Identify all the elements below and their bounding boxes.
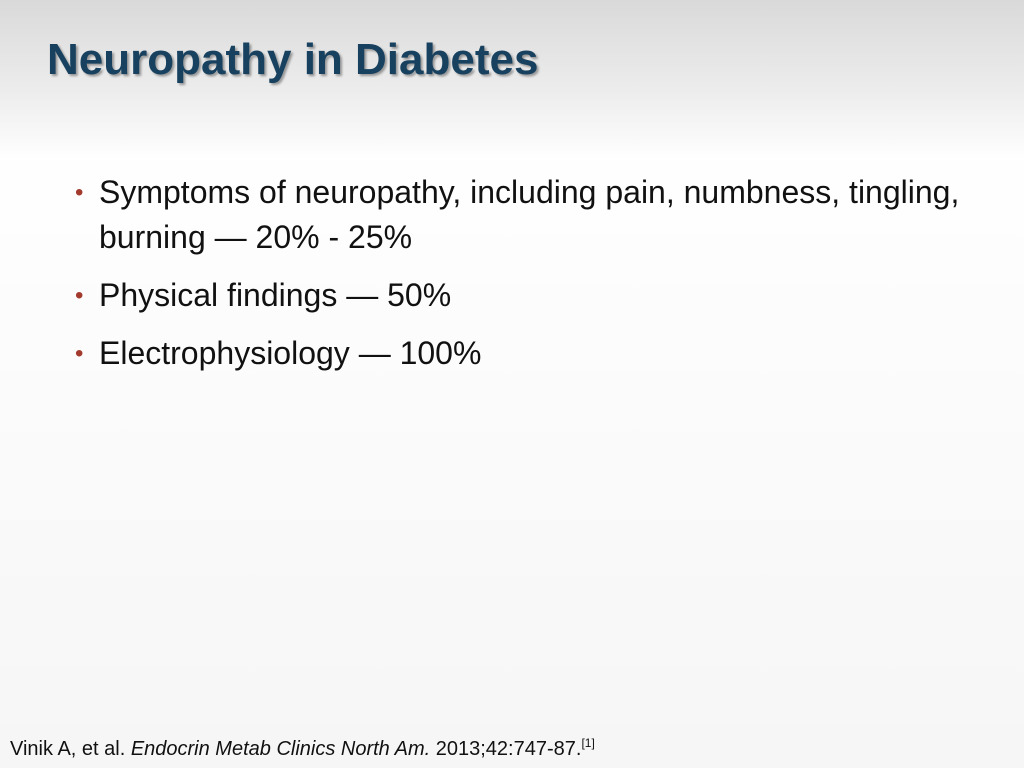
citation-journal: Endocrin Metab Clinics North Am. (130, 738, 431, 760)
citation-details: 2013;42:747-87. (430, 738, 582, 760)
slide-title: Neuropathy in Diabetes (47, 35, 539, 84)
bullet-item (75, 273, 975, 318)
bullet-text: Electrophysiology — 100% (99, 335, 482, 371)
citation-reference: [1] (581, 736, 595, 750)
bullet-text: Physical findings — 50% (99, 277, 452, 313)
bullet-dot-icon: • (75, 282, 84, 309)
bullet-item (75, 331, 975, 376)
citation-authors: Vinik A, et al. (10, 738, 131, 760)
bullet-text: Symptoms of neuropathy, including pain, numbness, tingling, burning — 20% - 25% (99, 174, 960, 255)
citation (10, 735, 595, 763)
bullet-dot-icon: • (75, 179, 84, 206)
bullet-item (75, 170, 975, 260)
bullet-dot-icon: • (75, 340, 84, 367)
bullet-list (75, 170, 975, 389)
